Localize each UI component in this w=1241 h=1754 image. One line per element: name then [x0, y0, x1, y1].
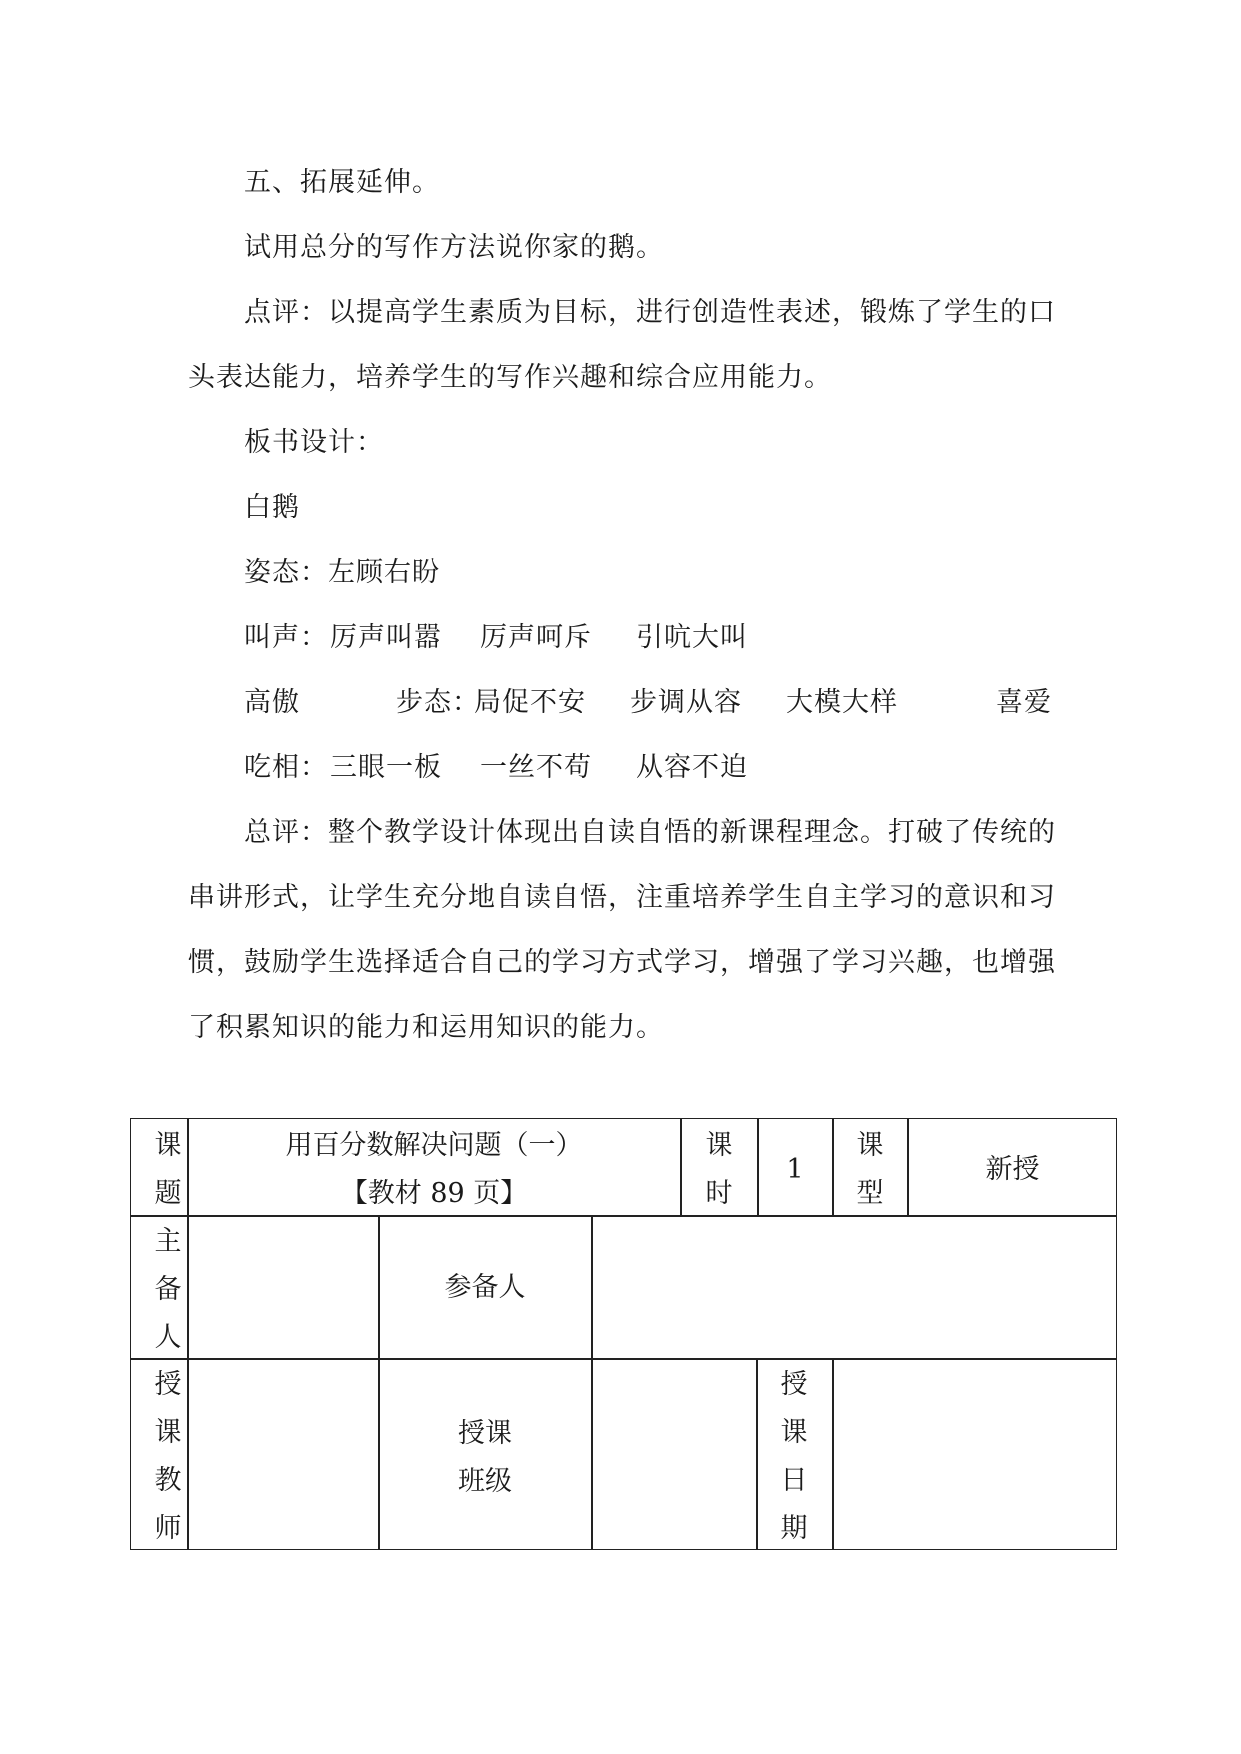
topic-label: 课 题	[154, 1130, 182, 1209]
main-prep-label: 主 备 人	[154, 1226, 182, 1353]
board-item: 步调从容	[630, 687, 742, 718]
paragraph: 了积累知识的能力和运用知识的能力。	[188, 1012, 664, 1043]
period-value: 1	[786, 1154, 804, 1185]
paragraph: 串讲形式，让学生充分地自读自悟，注重培养学生自主学习的意识和习	[188, 882, 1056, 913]
board-label: 叫声：	[244, 622, 328, 653]
board-label: 高傲	[244, 687, 300, 718]
topic-source: 【教材 89 页】	[340, 1178, 528, 1209]
table-row-divider	[130, 1358, 1117, 1360]
board-title: 白鹅	[244, 492, 300, 523]
board-item: 大模大样	[786, 687, 898, 718]
board-item: 一丝不苟	[480, 752, 592, 783]
paragraph: 板书设计：	[244, 427, 384, 458]
board-item: 厉声叫嚣	[330, 622, 442, 653]
table-column-divider	[756, 1358, 758, 1550]
board-item: 三眼一板	[330, 752, 442, 783]
class-label: 班级	[458, 1466, 512, 1497]
paragraph: 头表达能力，培养学生的写作兴趣和综合应用能力。	[188, 362, 832, 393]
table-column-divider	[680, 1118, 682, 1215]
co-prep-label: 参备人	[444, 1272, 526, 1303]
paragraph: 惯，鼓励学生选择适合自己的学习方式学习，增强了学习兴趣，也增强	[188, 947, 1056, 978]
teacher-label: 授 课 教 师	[154, 1369, 182, 1544]
section-heading: 五、拓展延伸。	[244, 167, 440, 198]
board-item: 引吭大叫	[636, 622, 748, 653]
table-column-divider	[832, 1118, 834, 1215]
topic-title: 用百分数解决问题（一）	[285, 1130, 583, 1161]
board-label: 吃相：	[244, 752, 328, 783]
board-line: 姿态：左顾右盼	[244, 557, 440, 588]
board-item: 局促不安	[474, 687, 586, 718]
type-label: 课 型	[856, 1130, 884, 1209]
board-label: 喜爱	[996, 687, 1052, 718]
table-column-divider	[591, 1215, 593, 1550]
paragraph: 试用总分的写作方法说你家的鹅。	[244, 232, 664, 263]
board-item: 从容不迫	[636, 752, 748, 783]
paragraph: 总评：整个教学设计体现出自读自悟的新课程理念。打破了传统的	[244, 817, 1056, 848]
date-label: 授 课 日 期	[780, 1369, 808, 1544]
paragraph: 点评：以提高学生素质为目标，进行创造性表述，锻炼了学生的口	[244, 297, 1056, 328]
table-column-divider	[832, 1358, 834, 1550]
class-label: 授课	[458, 1418, 512, 1449]
type-value: 新授	[985, 1154, 1040, 1185]
board-item: 厉声呵斥	[480, 622, 592, 653]
board-label: 步态：	[396, 687, 480, 718]
period-label: 课 时	[705, 1130, 733, 1209]
